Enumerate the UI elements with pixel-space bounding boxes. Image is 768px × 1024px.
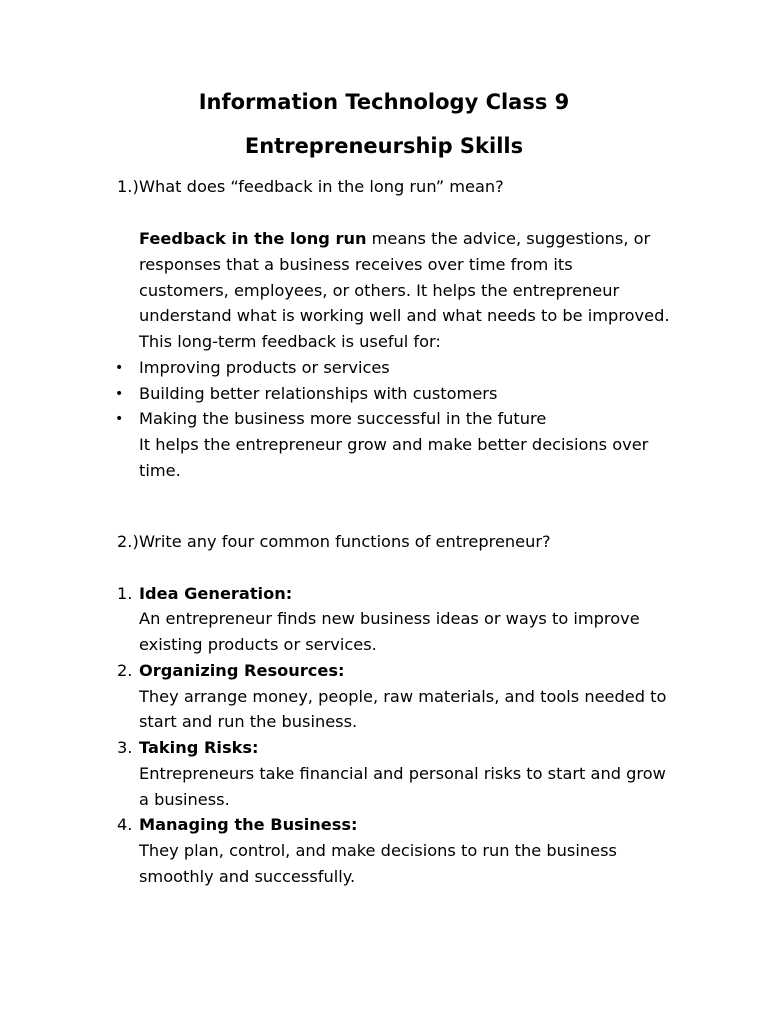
answer-1-line-4: understand what is working well and what needs to be improved. — [139, 306, 670, 325]
answer-1-line-3: customers, employees, or others. It helps the entrepreneur — [139, 281, 620, 300]
answer-1-line-1-text: means the advice, suggestions, or — [366, 229, 651, 248]
answer-1-line-1 — [139, 226, 650, 252]
item-heading: Managing the Business: — [139, 815, 358, 834]
bullet-text: Improving products or services — [139, 358, 390, 377]
page-subtitle: Entrepreneurship Skills — [244, 134, 524, 158]
answer-1-bold-term: Feedback in the long run — [139, 229, 367, 248]
answer-1-line-2: responses that a business receives over time from its — [139, 255, 573, 274]
item-description-line: smoothly and successfully. — [139, 867, 356, 886]
bullet-icon: • — [115, 411, 124, 427]
bullet-icon: • — [115, 360, 124, 376]
question-1-text: What does “feedback in the long run” mean? — [139, 177, 504, 196]
item-number: 1. — [117, 584, 133, 603]
item-number: 4. — [117, 815, 133, 834]
item-description-line: start and run the business. — [139, 712, 358, 731]
item-heading: Organizing Resources: — [139, 661, 345, 680]
item-heading: Taking Risks: — [139, 738, 259, 757]
bullet-text: Making the business more successful in the future — [139, 409, 547, 428]
question-2-number: 2.) — [117, 532, 139, 551]
item-description-line: a business. — [139, 790, 230, 809]
item-description-line: They plan, control, and make decisions to run the business — [139, 841, 617, 860]
question-1-number: 1.) — [117, 177, 139, 196]
item-description-line: They arrange money, people, raw materials, and tools needed to — [139, 687, 667, 706]
item-description-line: Entrepreneurs take financial and personal risks to start and grow — [139, 764, 666, 783]
item-description-line: existing products or services. — [139, 635, 377, 654]
item-heading: Idea Generation: — [139, 584, 293, 603]
bullet-text: Building better relationships with customers — [139, 384, 498, 403]
item-number: 2. — [117, 661, 133, 680]
item-description-line: An entrepreneur finds new business ideas or ways to improve — [139, 609, 640, 628]
closing-line-2: time. — [139, 461, 181, 480]
closing-line-1: It helps the entrepreneur grow and make better decisions over — [139, 435, 649, 454]
question-2-text: Write any four common functions of entrepreneur? — [139, 532, 551, 551]
bullet-icon: • — [115, 386, 124, 402]
item-number: 3. — [117, 738, 133, 757]
page-title: Information Technology Class 9 — [198, 90, 570, 114]
answer-1-line-5: This long-term feedback is useful for: — [139, 332, 441, 351]
